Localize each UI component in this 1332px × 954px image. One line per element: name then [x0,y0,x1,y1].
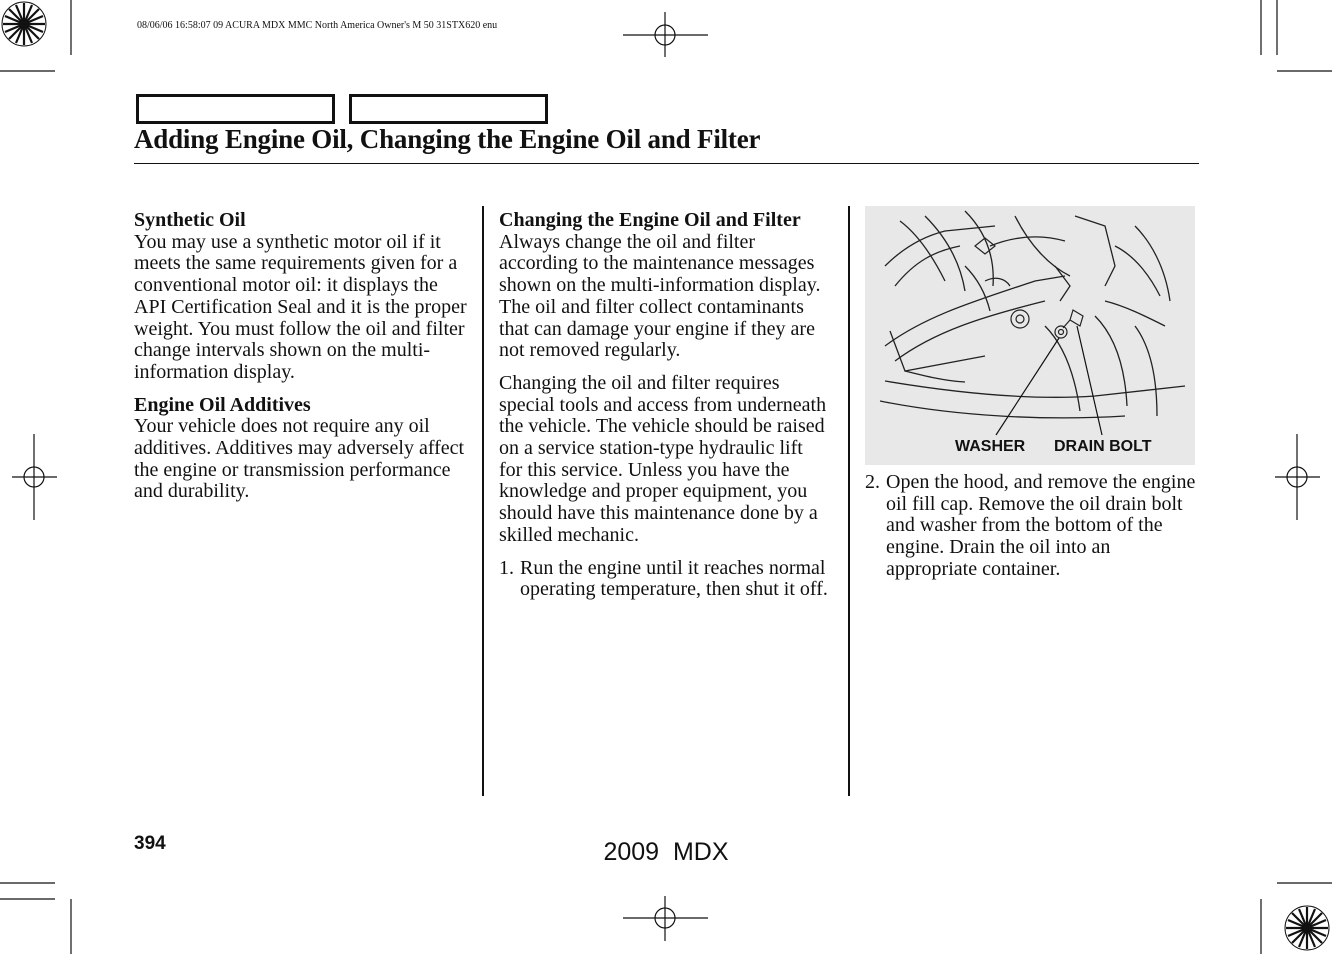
column-2 [499,210,831,601]
nav-tab-1[interactable] [136,94,335,124]
step-2-text: Open the hood, and remove the engine oil fill cap. Remove the oil drain bolt and washer from the bottom of the engine. Drain the oil into an appropriate container. [886,471,1196,580]
changing-oil-heading: Changing the Engine Oil and Filter [499,209,801,231]
step-1-text: Run the engine until it reaches normal operating temperature, then shut it off. [520,556,828,601]
washer-label: WASHER [955,438,1026,455]
page-number: 394 [134,833,166,854]
title-rule [134,163,1199,164]
synthetic-oil-text: You may use a synthetic motor oil if it meets the same requirements given for a conventional motor oil: it displays the API Certification Seal and it is the proper weight. You must follow the oil and filter change intervals shown on the multi-information display. [134,230,467,383]
drain-bolt-label: DRAIN BOLT [1054,438,1152,455]
synthetic-oil-heading: Synthetic Oil [134,209,246,231]
column-divider [848,206,850,796]
oil-additives-heading: Engine Oil Additives [134,393,311,416]
nav-tab-2[interactable] [349,94,548,124]
column-1 [134,210,469,514]
changing-oil-para-1: Always change the oil and filter according to the maintenance messages shown on the multi-information display. The oil and filter collect contaminants that can damage your engine if they are not removed regularly. [499,230,821,362]
engine-underside-drawing [865,206,1195,465]
drain-bolt-illustration [865,206,1195,465]
print-info: 08/06/06 16:58:07 09 ACURA MDX MMC North America Owner's M 50 31STX620 enu [137,20,498,31]
column-divider [482,206,484,796]
step-2-number: 2. [865,471,880,493]
step-2 [865,472,1197,581]
model-footer: 2009 MDX [603,838,729,866]
step-1 [499,558,831,601]
column-3-text [865,472,1197,581]
oil-additives-text: Your vehicle does not require any oil additives. Additives may adversely affect the engine or transmission performance and durability. [134,415,465,503]
step-1-number: 1. [499,556,514,579]
changing-oil-para-2: Changing the oil and filter requires special tools and access from underneath the vehicle. The vehicle should be raised on a service station-type hydraulic lift for this service. Unless you have the knowledge and proper equipment, you should have this maintenance done by a skilled mechanic. [499,371,827,546]
page-title: Adding Engine Oil, Changing the Engine Oil and Filter [134,124,761,154]
